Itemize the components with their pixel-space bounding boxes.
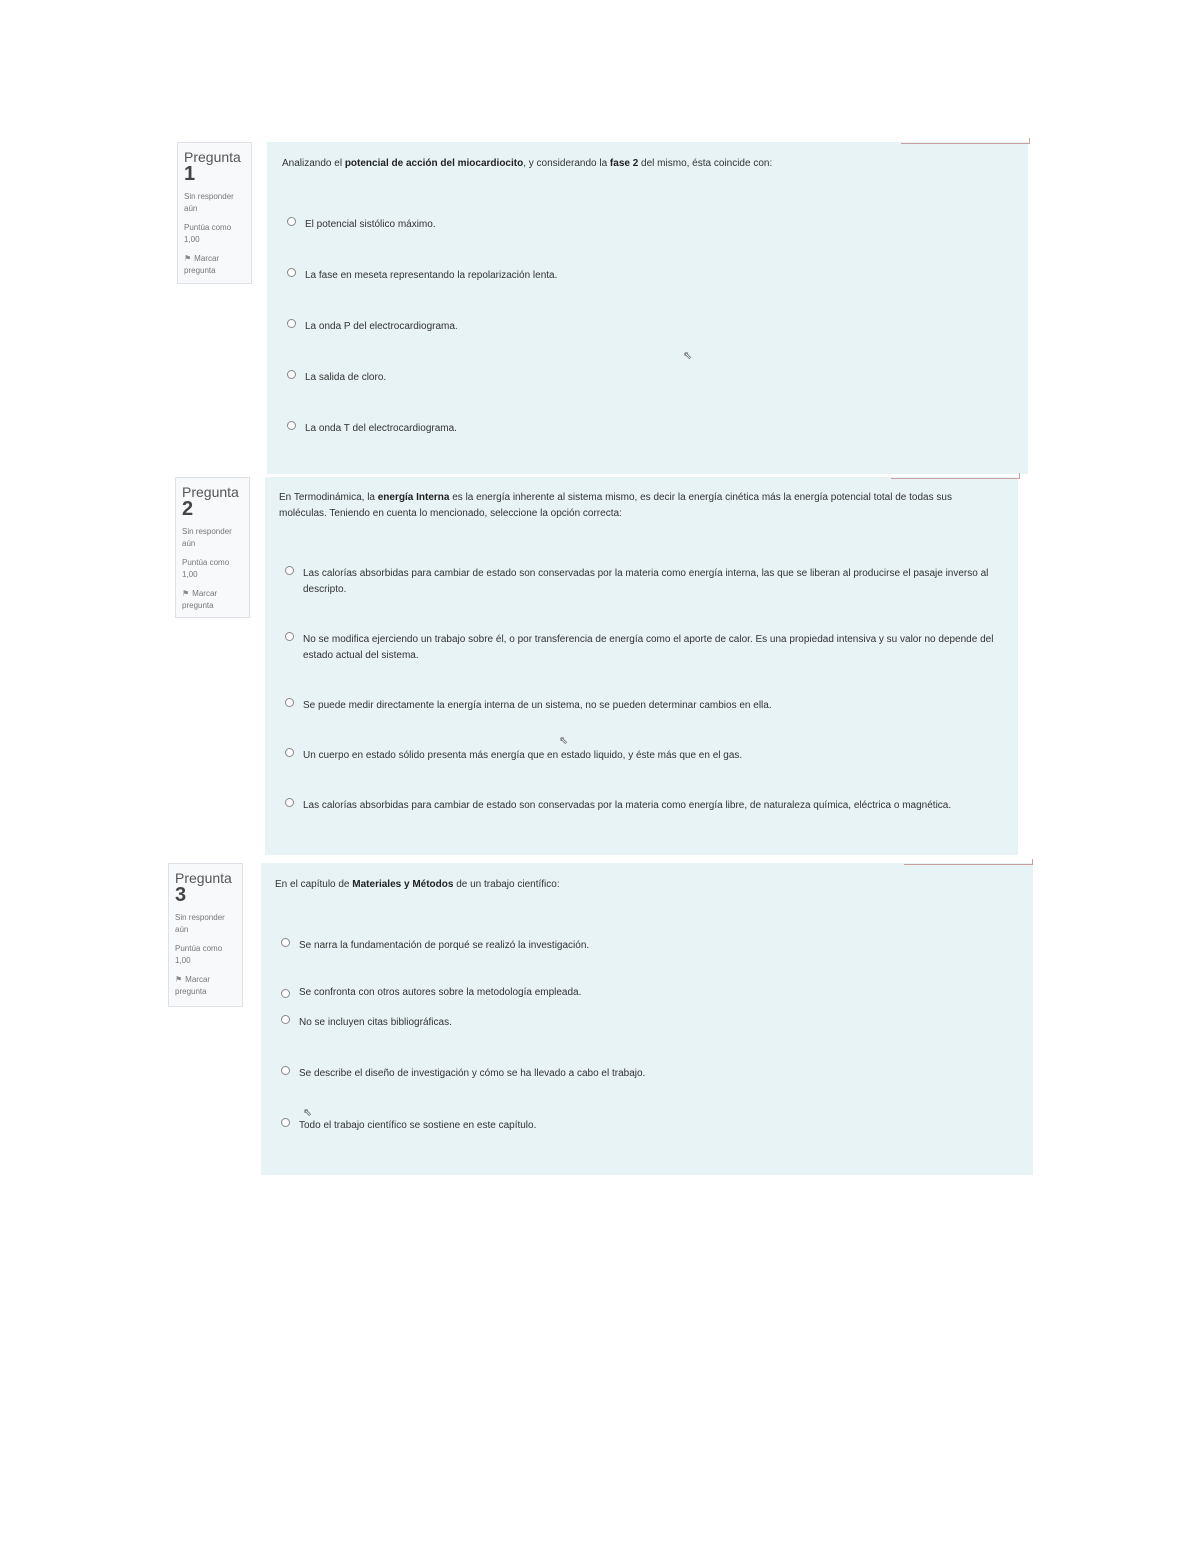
question-text-part: de un trabajo científico: bbox=[453, 879, 560, 890]
question-text-part: es la energía inherente al sistema mismo, es decir la energía cinética más la energía potencial total de todas sus moléculas. Teniendo en cuenta lo mencionado, seleccione la opción correcta: bbox=[279, 492, 952, 519]
question-text-part: potencial de acción del miocardiocito bbox=[344, 158, 524, 169]
flag-label: Marcar pregunta bbox=[184, 254, 220, 275]
radio-button[interactable] bbox=[281, 1015, 290, 1024]
question-label: Pregunta bbox=[184, 149, 241, 165]
flag-label: Marcar pregunta bbox=[182, 589, 218, 610]
question-text-part: fase 2 bbox=[609, 158, 639, 169]
question-info-1 bbox=[177, 142, 252, 284]
answer-label: El potencial sistólico máximo. bbox=[305, 219, 436, 230]
question-text-part: energía Interna bbox=[377, 492, 450, 503]
answer-label: La fase en meseta representando la repolarización lenta. bbox=[305, 270, 558, 281]
flag-question-link[interactable] bbox=[184, 253, 245, 277]
panel-edge bbox=[904, 859, 1033, 865]
question-score: Puntúa como 1,00 bbox=[182, 558, 230, 579]
radio-button[interactable] bbox=[285, 632, 294, 641]
question-content-1 bbox=[267, 142, 1028, 474]
answer-label: La onda P del electrocardiograma. bbox=[305, 321, 458, 332]
question-score: Puntúa como 1,00 bbox=[175, 944, 223, 965]
panel-edge bbox=[901, 138, 1030, 144]
question-status: Sin responder aún bbox=[184, 192, 234, 213]
question-text-part: del mismo, ésta coincide con: bbox=[638, 158, 773, 169]
answer-label: La onda T del electrocardiograma. bbox=[305, 423, 457, 434]
question-number: 1 bbox=[184, 163, 196, 185]
radio-button[interactable] bbox=[285, 566, 294, 575]
question-text bbox=[275, 877, 995, 893]
question-text bbox=[279, 490, 979, 522]
answer-label: Se confronta con otros autores sobre la metodología empleada. bbox=[299, 987, 582, 998]
question-text-part: Analizando el bbox=[282, 158, 345, 169]
flag-question-link[interactable] bbox=[182, 588, 243, 612]
question-text-part: En el capítulo de bbox=[275, 879, 353, 890]
answer-label: Se puede medir directamente la energía interna de un sistema, no se pueden determinar cambios en ella. bbox=[303, 700, 772, 711]
answer-label: Las calorías absorbidas para cambiar de estado son conservadas por la materia como energía libre, de naturaleza química, eléctrica o magnética. bbox=[303, 800, 952, 811]
answer-label: Se describe el diseño de investigación y cómo se ha llevado a cabo el trabajo. bbox=[299, 1068, 646, 1079]
radio-button[interactable] bbox=[281, 989, 290, 998]
question-label: Pregunta bbox=[175, 870, 232, 886]
mouse-pointer-icon: ⇖ bbox=[559, 735, 569, 747]
question-text-part: En Termodinámica, la bbox=[279, 492, 378, 503]
radio-button[interactable] bbox=[287, 268, 296, 277]
radio-button[interactable] bbox=[285, 748, 294, 757]
question-score: Puntúa como 1,00 bbox=[184, 223, 232, 244]
flag-question-link[interactable] bbox=[175, 974, 236, 998]
radio-button[interactable] bbox=[287, 421, 296, 430]
radio-button[interactable] bbox=[285, 798, 294, 807]
answer-label: Se narra la fundamentación de porqué se realizó la investigación. bbox=[299, 940, 590, 951]
radio-button[interactable] bbox=[281, 1118, 290, 1127]
question-label: Pregunta bbox=[182, 484, 239, 500]
answer-label: No se incluyen citas bibliográficas. bbox=[299, 1017, 452, 1028]
answer-label: Todo el trabajo científico se sostiene en este capítulo. bbox=[299, 1120, 537, 1131]
question-text-part: , y considerando la bbox=[523, 158, 610, 169]
mouse-pointer-icon: ⇖ bbox=[683, 350, 693, 362]
radio-button[interactable] bbox=[287, 319, 296, 328]
radio-button[interactable] bbox=[285, 698, 294, 707]
question-info-2 bbox=[175, 477, 250, 618]
panel-edge bbox=[891, 473, 1020, 479]
question-status: Sin responder aún bbox=[182, 527, 232, 548]
question-text-part: Materiales y Métodos bbox=[352, 879, 454, 890]
question-number: 3 bbox=[175, 884, 187, 906]
radio-button[interactable] bbox=[281, 938, 290, 947]
question-status: Sin responder aún bbox=[175, 913, 225, 934]
question-content-2 bbox=[265, 477, 1018, 855]
flag-icon: ⚑ bbox=[182, 589, 190, 598]
answer-label: Las calorías absorbidas para cambiar de estado son conservadas por la materia como energía interna, las que se liberan al producirse el pasaje inverso al descripto. bbox=[303, 568, 989, 595]
answer-label: La salida de cloro. bbox=[305, 372, 387, 383]
answer-label: Un cuerpo en estado sólido presenta más energía que en estado liquido, y éste más que en el gas. bbox=[303, 750, 743, 761]
radio-button[interactable] bbox=[287, 217, 296, 226]
radio-button[interactable] bbox=[281, 1066, 290, 1075]
flag-icon: ⚑ bbox=[175, 975, 183, 984]
mouse-pointer-icon: ⇖ bbox=[303, 1107, 313, 1119]
answer-label: No se modifica ejerciendo un trabajo sobre él, o por transferencia de energía como el aporte de calor. Es una propiedad intensiva y su valor no depende del estado actual del sistema. bbox=[303, 634, 994, 661]
question-text bbox=[282, 156, 1002, 172]
flag-icon: ⚑ bbox=[184, 254, 192, 263]
question-content-3 bbox=[261, 863, 1033, 1175]
flag-label: Marcar pregunta bbox=[175, 975, 211, 996]
radio-button[interactable] bbox=[287, 370, 296, 379]
question-number: 2 bbox=[182, 498, 194, 520]
question-info-3 bbox=[168, 863, 243, 1007]
